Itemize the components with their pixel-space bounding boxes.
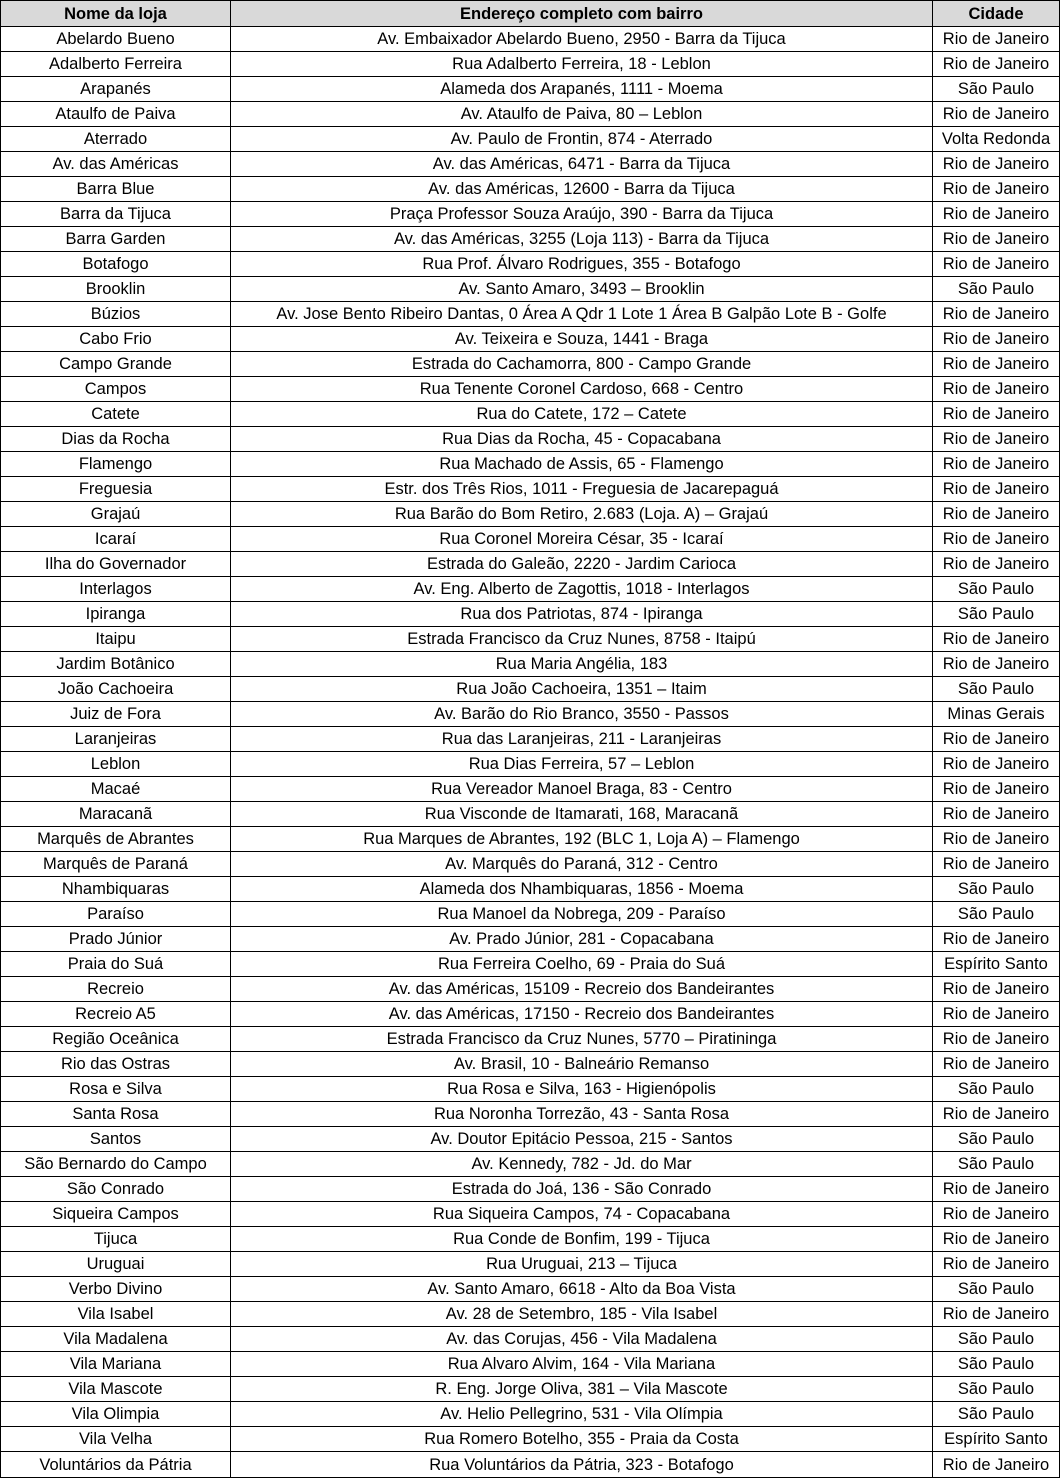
address-cell: Rua Uruguai, 213 – Tijuca bbox=[231, 1252, 933, 1277]
table-row bbox=[1, 1452, 1060, 1478]
city-cell: São Paulo bbox=[933, 1077, 1060, 1102]
city-cell: Rio de Janeiro bbox=[933, 1102, 1060, 1127]
table-row bbox=[1, 1227, 1060, 1252]
store-name-cell: Rosa e Silva bbox=[1, 1077, 231, 1102]
store-name-cell: Vila Mascote bbox=[1, 1377, 231, 1402]
city-cell: São Paulo bbox=[933, 1377, 1060, 1402]
store-name-cell: Verbo Divino bbox=[1, 1277, 231, 1302]
header-store-name: Nome da loja bbox=[1, 1, 231, 27]
address-cell: Av. 28 de Setembro, 185 - Vila Isabel bbox=[231, 1302, 933, 1327]
store-name-cell: Laranjeiras bbox=[1, 727, 231, 752]
city-cell: Rio de Janeiro bbox=[933, 777, 1060, 802]
store-name-cell: Santos bbox=[1, 1127, 231, 1152]
store-name-cell: Paraíso bbox=[1, 902, 231, 927]
table-row bbox=[1, 902, 1060, 927]
address-cell: Av. Brasil, 10 - Balneário Remanso bbox=[231, 1052, 933, 1077]
table-row bbox=[1, 1302, 1060, 1327]
store-name-cell: Praia do Suá bbox=[1, 952, 231, 977]
address-cell: Alameda dos Nhambiquaras, 1856 - Moema bbox=[231, 877, 933, 902]
table-row bbox=[1, 877, 1060, 902]
address-cell: Rua Ferreira Coelho, 69 - Praia do Suá bbox=[231, 952, 933, 977]
city-cell: Rio de Janeiro bbox=[933, 727, 1060, 752]
table-row bbox=[1, 1352, 1060, 1377]
store-name-cell: Recreio A5 bbox=[1, 1002, 231, 1027]
table-row bbox=[1, 227, 1060, 252]
city-cell: Rio de Janeiro bbox=[933, 102, 1060, 127]
address-cell: Rua Vereador Manoel Braga, 83 - Centro bbox=[231, 777, 933, 802]
store-name-cell: Abelardo Bueno bbox=[1, 27, 231, 52]
store-name-cell: Dias da Rocha bbox=[1, 427, 231, 452]
table-row bbox=[1, 202, 1060, 227]
address-cell: Av. Marquês do Paraná, 312 - Centro bbox=[231, 852, 933, 877]
store-name-cell: Vila Madalena bbox=[1, 1327, 231, 1352]
city-cell: Rio de Janeiro bbox=[933, 1227, 1060, 1252]
store-name-cell: Búzios bbox=[1, 302, 231, 327]
store-name-cell: Arapanés bbox=[1, 77, 231, 102]
header-city: Cidade bbox=[933, 1, 1060, 27]
store-name-cell: Vila Mariana bbox=[1, 1352, 231, 1377]
address-cell: Av. Prado Júnior, 281 - Copacabana bbox=[231, 927, 933, 952]
store-name-cell: Campo Grande bbox=[1, 352, 231, 377]
table-row bbox=[1, 1102, 1060, 1127]
table-row bbox=[1, 252, 1060, 277]
table-row bbox=[1, 177, 1060, 202]
address-cell: Rua Maria Angélia, 183 bbox=[231, 652, 933, 677]
city-cell: Rio de Janeiro bbox=[933, 227, 1060, 252]
address-cell: Rua Romero Botelho, 355 - Praia da Costa bbox=[231, 1427, 933, 1452]
address-cell: Av. Kennedy, 782 - Jd. do Mar bbox=[231, 1152, 933, 1177]
table-row bbox=[1, 627, 1060, 652]
store-name-cell: Uruguai bbox=[1, 1252, 231, 1277]
city-cell: Rio de Janeiro bbox=[933, 252, 1060, 277]
city-cell: Minas Gerais bbox=[933, 702, 1060, 727]
address-cell: Estrada Francisco da Cruz Nunes, 8758 - Itaipú bbox=[231, 627, 933, 652]
address-cell: Rua Noronha Torrezão, 43 - Santa Rosa bbox=[231, 1102, 933, 1127]
address-cell: Av. Barão do Rio Branco, 3550 - Passos bbox=[231, 702, 933, 727]
table-row bbox=[1, 427, 1060, 452]
address-cell: R. Eng. Jorge Oliva, 381 – Vila Mascote bbox=[231, 1377, 933, 1402]
store-name-cell: Freguesia bbox=[1, 477, 231, 502]
table-row bbox=[1, 152, 1060, 177]
address-cell: Rua Conde de Bonfim, 199 - Tijuca bbox=[231, 1227, 933, 1252]
store-name-cell: Tijuca bbox=[1, 1227, 231, 1252]
address-cell: Av. Teixeira e Souza, 1441 - Braga bbox=[231, 327, 933, 352]
city-cell: São Paulo bbox=[933, 902, 1060, 927]
city-cell: Volta Redonda bbox=[933, 127, 1060, 152]
table-row bbox=[1, 852, 1060, 877]
store-name-cell: Icaraí bbox=[1, 527, 231, 552]
table-row bbox=[1, 1377, 1060, 1402]
address-cell: Rua Barão do Bom Retiro, 2.683 (Loja. A) – Grajaú bbox=[231, 502, 933, 527]
table-row bbox=[1, 827, 1060, 852]
city-cell: Rio de Janeiro bbox=[933, 1252, 1060, 1277]
city-cell: Rio de Janeiro bbox=[933, 477, 1060, 502]
city-cell: Rio de Janeiro bbox=[933, 327, 1060, 352]
address-cell: Rua Tenente Coronel Cardoso, 668 - Centro bbox=[231, 377, 933, 402]
city-cell: São Paulo bbox=[933, 1277, 1060, 1302]
store-name-cell: Região Oceânica bbox=[1, 1027, 231, 1052]
address-cell: Rua Adalberto Ferreira, 18 - Leblon bbox=[231, 52, 933, 77]
store-name-cell: São Bernardo do Campo bbox=[1, 1152, 231, 1177]
store-name-cell: Jardim Botânico bbox=[1, 652, 231, 677]
city-cell: Rio de Janeiro bbox=[933, 1202, 1060, 1227]
store-name-cell: Maracanã bbox=[1, 802, 231, 827]
table-row bbox=[1, 677, 1060, 702]
city-cell: Espírito Santo bbox=[933, 952, 1060, 977]
address-cell: Rua Alvaro Alvim, 164 - Vila Mariana bbox=[231, 1352, 933, 1377]
city-cell: São Paulo bbox=[933, 1327, 1060, 1352]
city-cell: Rio de Janeiro bbox=[933, 802, 1060, 827]
table-row bbox=[1, 1027, 1060, 1052]
city-cell: Rio de Janeiro bbox=[933, 1027, 1060, 1052]
address-cell: Av. das Américas, 12600 - Barra da Tijuca bbox=[231, 177, 933, 202]
address-cell: Rua Marques de Abrantes, 192 (BLC 1, Loja A) – Flamengo bbox=[231, 827, 933, 852]
address-cell: Av. Paulo de Frontin, 874 - Aterrado bbox=[231, 127, 933, 152]
address-cell: Av. Eng. Alberto de Zagottis, 1018 - Interlagos bbox=[231, 577, 933, 602]
table-row bbox=[1, 927, 1060, 952]
city-cell: São Paulo bbox=[933, 1152, 1060, 1177]
store-name-cell: Interlagos bbox=[1, 577, 231, 602]
store-name-cell: Vila Isabel bbox=[1, 1302, 231, 1327]
city-cell: Rio de Janeiro bbox=[933, 1002, 1060, 1027]
store-name-cell: Barra Garden bbox=[1, 227, 231, 252]
header-address: Endereço completo com bairro bbox=[231, 1, 933, 27]
table-row bbox=[1, 327, 1060, 352]
store-name-cell: Ipiranga bbox=[1, 602, 231, 627]
table-row bbox=[1, 1152, 1060, 1177]
store-name-cell: Barra Blue bbox=[1, 177, 231, 202]
address-cell: Estrada Francisco da Cruz Nunes, 5770 – Piratininga bbox=[231, 1027, 933, 1052]
city-cell: Rio de Janeiro bbox=[933, 852, 1060, 877]
address-cell: Rua Rosa e Silva, 163 - Higienópolis bbox=[231, 1077, 933, 1102]
store-name-cell: Av. das Américas bbox=[1, 152, 231, 177]
city-cell: Rio de Janeiro bbox=[933, 1052, 1060, 1077]
city-cell: Rio de Janeiro bbox=[933, 377, 1060, 402]
store-name-cell: Leblon bbox=[1, 752, 231, 777]
city-cell: Rio de Janeiro bbox=[933, 452, 1060, 477]
table-row bbox=[1, 477, 1060, 502]
city-cell: São Paulo bbox=[933, 677, 1060, 702]
city-cell: Rio de Janeiro bbox=[933, 627, 1060, 652]
address-cell: Av. das Corujas, 456 - Vila Madalena bbox=[231, 1327, 933, 1352]
table-row bbox=[1, 702, 1060, 727]
address-cell: Estrada do Galeão, 2220 - Jardim Carioca bbox=[231, 552, 933, 577]
table-row bbox=[1, 977, 1060, 1002]
city-cell: Espírito Santo bbox=[933, 1427, 1060, 1452]
address-cell: Rua João Cachoeira, 1351 – Itaim bbox=[231, 677, 933, 702]
store-name-cell: Nhambiquaras bbox=[1, 877, 231, 902]
table-row bbox=[1, 652, 1060, 677]
address-cell: Rua Machado de Assis, 65 - Flamengo bbox=[231, 452, 933, 477]
city-cell: São Paulo bbox=[933, 577, 1060, 602]
table-row bbox=[1, 302, 1060, 327]
address-cell: Rua do Catete, 172 – Catete bbox=[231, 402, 933, 427]
table-row bbox=[1, 52, 1060, 77]
address-cell: Av. Jose Bento Ribeiro Dantas, 0 Área A Qdr 1 Lote 1 Área B Galpão Lote B - Golfe bbox=[231, 302, 933, 327]
table-row bbox=[1, 1427, 1060, 1452]
store-name-cell: Campos bbox=[1, 377, 231, 402]
store-name-cell: Barra da Tijuca bbox=[1, 202, 231, 227]
store-name-cell: Rio das Ostras bbox=[1, 1052, 231, 1077]
table-row bbox=[1, 377, 1060, 402]
table-row bbox=[1, 1052, 1060, 1077]
table-row bbox=[1, 727, 1060, 752]
address-cell: Av. das Américas, 17150 - Recreio dos Bandeirantes bbox=[231, 1002, 933, 1027]
city-cell: Rio de Janeiro bbox=[933, 527, 1060, 552]
store-name-cell: Grajaú bbox=[1, 502, 231, 527]
city-cell: Rio de Janeiro bbox=[933, 302, 1060, 327]
city-cell: Rio de Janeiro bbox=[933, 752, 1060, 777]
address-cell: Rua Coronel Moreira César, 35 - Icaraí bbox=[231, 527, 933, 552]
store-name-cell: Juiz de Fora bbox=[1, 702, 231, 727]
store-name-cell: São Conrado bbox=[1, 1177, 231, 1202]
city-cell: Rio de Janeiro bbox=[933, 427, 1060, 452]
store-name-cell: Marquês de Abrantes bbox=[1, 827, 231, 852]
store-name-cell: Vila Olimpia bbox=[1, 1402, 231, 1427]
address-cell: Rua Dias da Rocha, 45 - Copacabana bbox=[231, 427, 933, 452]
table-row bbox=[1, 102, 1060, 127]
address-cell: Av. das Américas, 15109 - Recreio dos Bandeirantes bbox=[231, 977, 933, 1002]
table-row bbox=[1, 1327, 1060, 1352]
table-body bbox=[1, 27, 1060, 1478]
store-name-cell: Siqueira Campos bbox=[1, 1202, 231, 1227]
address-cell: Rua Voluntários da Pátria, 323 - Botafogo bbox=[231, 1452, 933, 1478]
city-cell: Rio de Janeiro bbox=[933, 1302, 1060, 1327]
table-row bbox=[1, 77, 1060, 102]
table-row bbox=[1, 1177, 1060, 1202]
table-row bbox=[1, 502, 1060, 527]
store-name-cell: Adalberto Ferreira bbox=[1, 52, 231, 77]
address-cell: Av. Ataulfo de Paiva, 80 – Leblon bbox=[231, 102, 933, 127]
store-name-cell: Ilha do Governador bbox=[1, 552, 231, 577]
table-row bbox=[1, 777, 1060, 802]
city-cell: Rio de Janeiro bbox=[933, 402, 1060, 427]
city-cell: São Paulo bbox=[933, 877, 1060, 902]
address-cell: Estrada do Joá, 136 - São Conrado bbox=[231, 1177, 933, 1202]
address-cell: Av. das Américas, 3255 (Loja 113) - Barra da Tijuca bbox=[231, 227, 933, 252]
store-name-cell: Cabo Frio bbox=[1, 327, 231, 352]
store-name-cell: Aterrado bbox=[1, 127, 231, 152]
city-cell: Rio de Janeiro bbox=[933, 202, 1060, 227]
city-cell: Rio de Janeiro bbox=[933, 552, 1060, 577]
header-row bbox=[1, 1, 1060, 27]
city-cell: São Paulo bbox=[933, 277, 1060, 302]
table-row bbox=[1, 802, 1060, 827]
table-row bbox=[1, 602, 1060, 627]
address-cell: Av. das Américas, 6471 - Barra da Tijuca bbox=[231, 152, 933, 177]
city-cell: Rio de Janeiro bbox=[933, 177, 1060, 202]
table-row bbox=[1, 577, 1060, 602]
table-row bbox=[1, 1252, 1060, 1277]
store-name-cell: Marquês de Paraná bbox=[1, 852, 231, 877]
city-cell: Rio de Janeiro bbox=[933, 352, 1060, 377]
city-cell: São Paulo bbox=[933, 1127, 1060, 1152]
table-row bbox=[1, 27, 1060, 52]
city-cell: Rio de Janeiro bbox=[933, 52, 1060, 77]
table-row bbox=[1, 1277, 1060, 1302]
city-cell: Rio de Janeiro bbox=[933, 827, 1060, 852]
store-name-cell: Ataulfo de Paiva bbox=[1, 102, 231, 127]
city-cell: Rio de Janeiro bbox=[933, 927, 1060, 952]
table-row bbox=[1, 402, 1060, 427]
store-name-cell: Prado Júnior bbox=[1, 927, 231, 952]
table-row bbox=[1, 127, 1060, 152]
address-cell: Rua das Laranjeiras, 211 - Laranjeiras bbox=[231, 727, 933, 752]
address-cell: Rua Manoel da Nobrega, 209 - Paraíso bbox=[231, 902, 933, 927]
table-row bbox=[1, 452, 1060, 477]
table-row bbox=[1, 952, 1060, 977]
city-cell: Rio de Janeiro bbox=[933, 977, 1060, 1002]
address-cell: Av. Helio Pellegrino, 531 - Vila Olímpia bbox=[231, 1402, 933, 1427]
table-row bbox=[1, 752, 1060, 777]
address-cell: Estr. dos Três Rios, 1011 - Freguesia de Jacarepaguá bbox=[231, 477, 933, 502]
city-cell: Rio de Janeiro bbox=[933, 152, 1060, 177]
city-cell: São Paulo bbox=[933, 77, 1060, 102]
table-row bbox=[1, 1402, 1060, 1427]
address-cell: Rua Prof. Álvaro Rodrigues, 355 - Botafogo bbox=[231, 252, 933, 277]
city-cell: São Paulo bbox=[933, 1402, 1060, 1427]
address-cell: Av. Doutor Epitácio Pessoa, 215 - Santos bbox=[231, 1127, 933, 1152]
address-cell: Alameda dos Arapanés, 1111 - Moema bbox=[231, 77, 933, 102]
table-row bbox=[1, 1077, 1060, 1102]
table-row bbox=[1, 527, 1060, 552]
store-name-cell: Santa Rosa bbox=[1, 1102, 231, 1127]
table-row bbox=[1, 1202, 1060, 1227]
table-row bbox=[1, 1002, 1060, 1027]
table-row bbox=[1, 277, 1060, 302]
store-name-cell: Vila Velha bbox=[1, 1427, 231, 1452]
address-cell: Av. Santo Amaro, 6618 - Alto da Boa Vista bbox=[231, 1277, 933, 1302]
city-cell: São Paulo bbox=[933, 602, 1060, 627]
city-cell: Rio de Janeiro bbox=[933, 502, 1060, 527]
store-name-cell: Recreio bbox=[1, 977, 231, 1002]
address-cell: Rua Siqueira Campos, 74 - Copacabana bbox=[231, 1202, 933, 1227]
store-name-cell: João Cachoeira bbox=[1, 677, 231, 702]
city-cell: São Paulo bbox=[933, 1352, 1060, 1377]
address-cell: Av. Embaixador Abelardo Bueno, 2950 - Barra da Tijuca bbox=[231, 27, 933, 52]
store-name-cell: Brooklin bbox=[1, 277, 231, 302]
store-name-cell: Botafogo bbox=[1, 252, 231, 277]
city-cell: Rio de Janeiro bbox=[933, 1177, 1060, 1202]
store-name-cell: Catete bbox=[1, 402, 231, 427]
store-name-cell: Flamengo bbox=[1, 452, 231, 477]
table-row bbox=[1, 352, 1060, 377]
city-cell: Rio de Janeiro bbox=[933, 1452, 1060, 1478]
address-cell: Av. Santo Amaro, 3493 – Brooklin bbox=[231, 277, 933, 302]
address-cell: Rua Dias Ferreira, 57 – Leblon bbox=[231, 752, 933, 777]
city-cell: Rio de Janeiro bbox=[933, 27, 1060, 52]
address-cell: Praça Professor Souza Araújo, 390 - Barra da Tijuca bbox=[231, 202, 933, 227]
store-name-cell: Itaipu bbox=[1, 627, 231, 652]
address-cell: Rua Visconde de Itamarati, 168, Maracanã bbox=[231, 802, 933, 827]
address-cell: Rua dos Patriotas, 874 - Ipiranga bbox=[231, 602, 933, 627]
store-name-cell: Voluntários da Pátria bbox=[1, 1452, 231, 1478]
store-name-cell: Macaé bbox=[1, 777, 231, 802]
address-cell: Estrada do Cachamorra, 800 - Campo Grande bbox=[231, 352, 933, 377]
city-cell: Rio de Janeiro bbox=[933, 652, 1060, 677]
table-row bbox=[1, 1127, 1060, 1152]
table-row bbox=[1, 552, 1060, 577]
